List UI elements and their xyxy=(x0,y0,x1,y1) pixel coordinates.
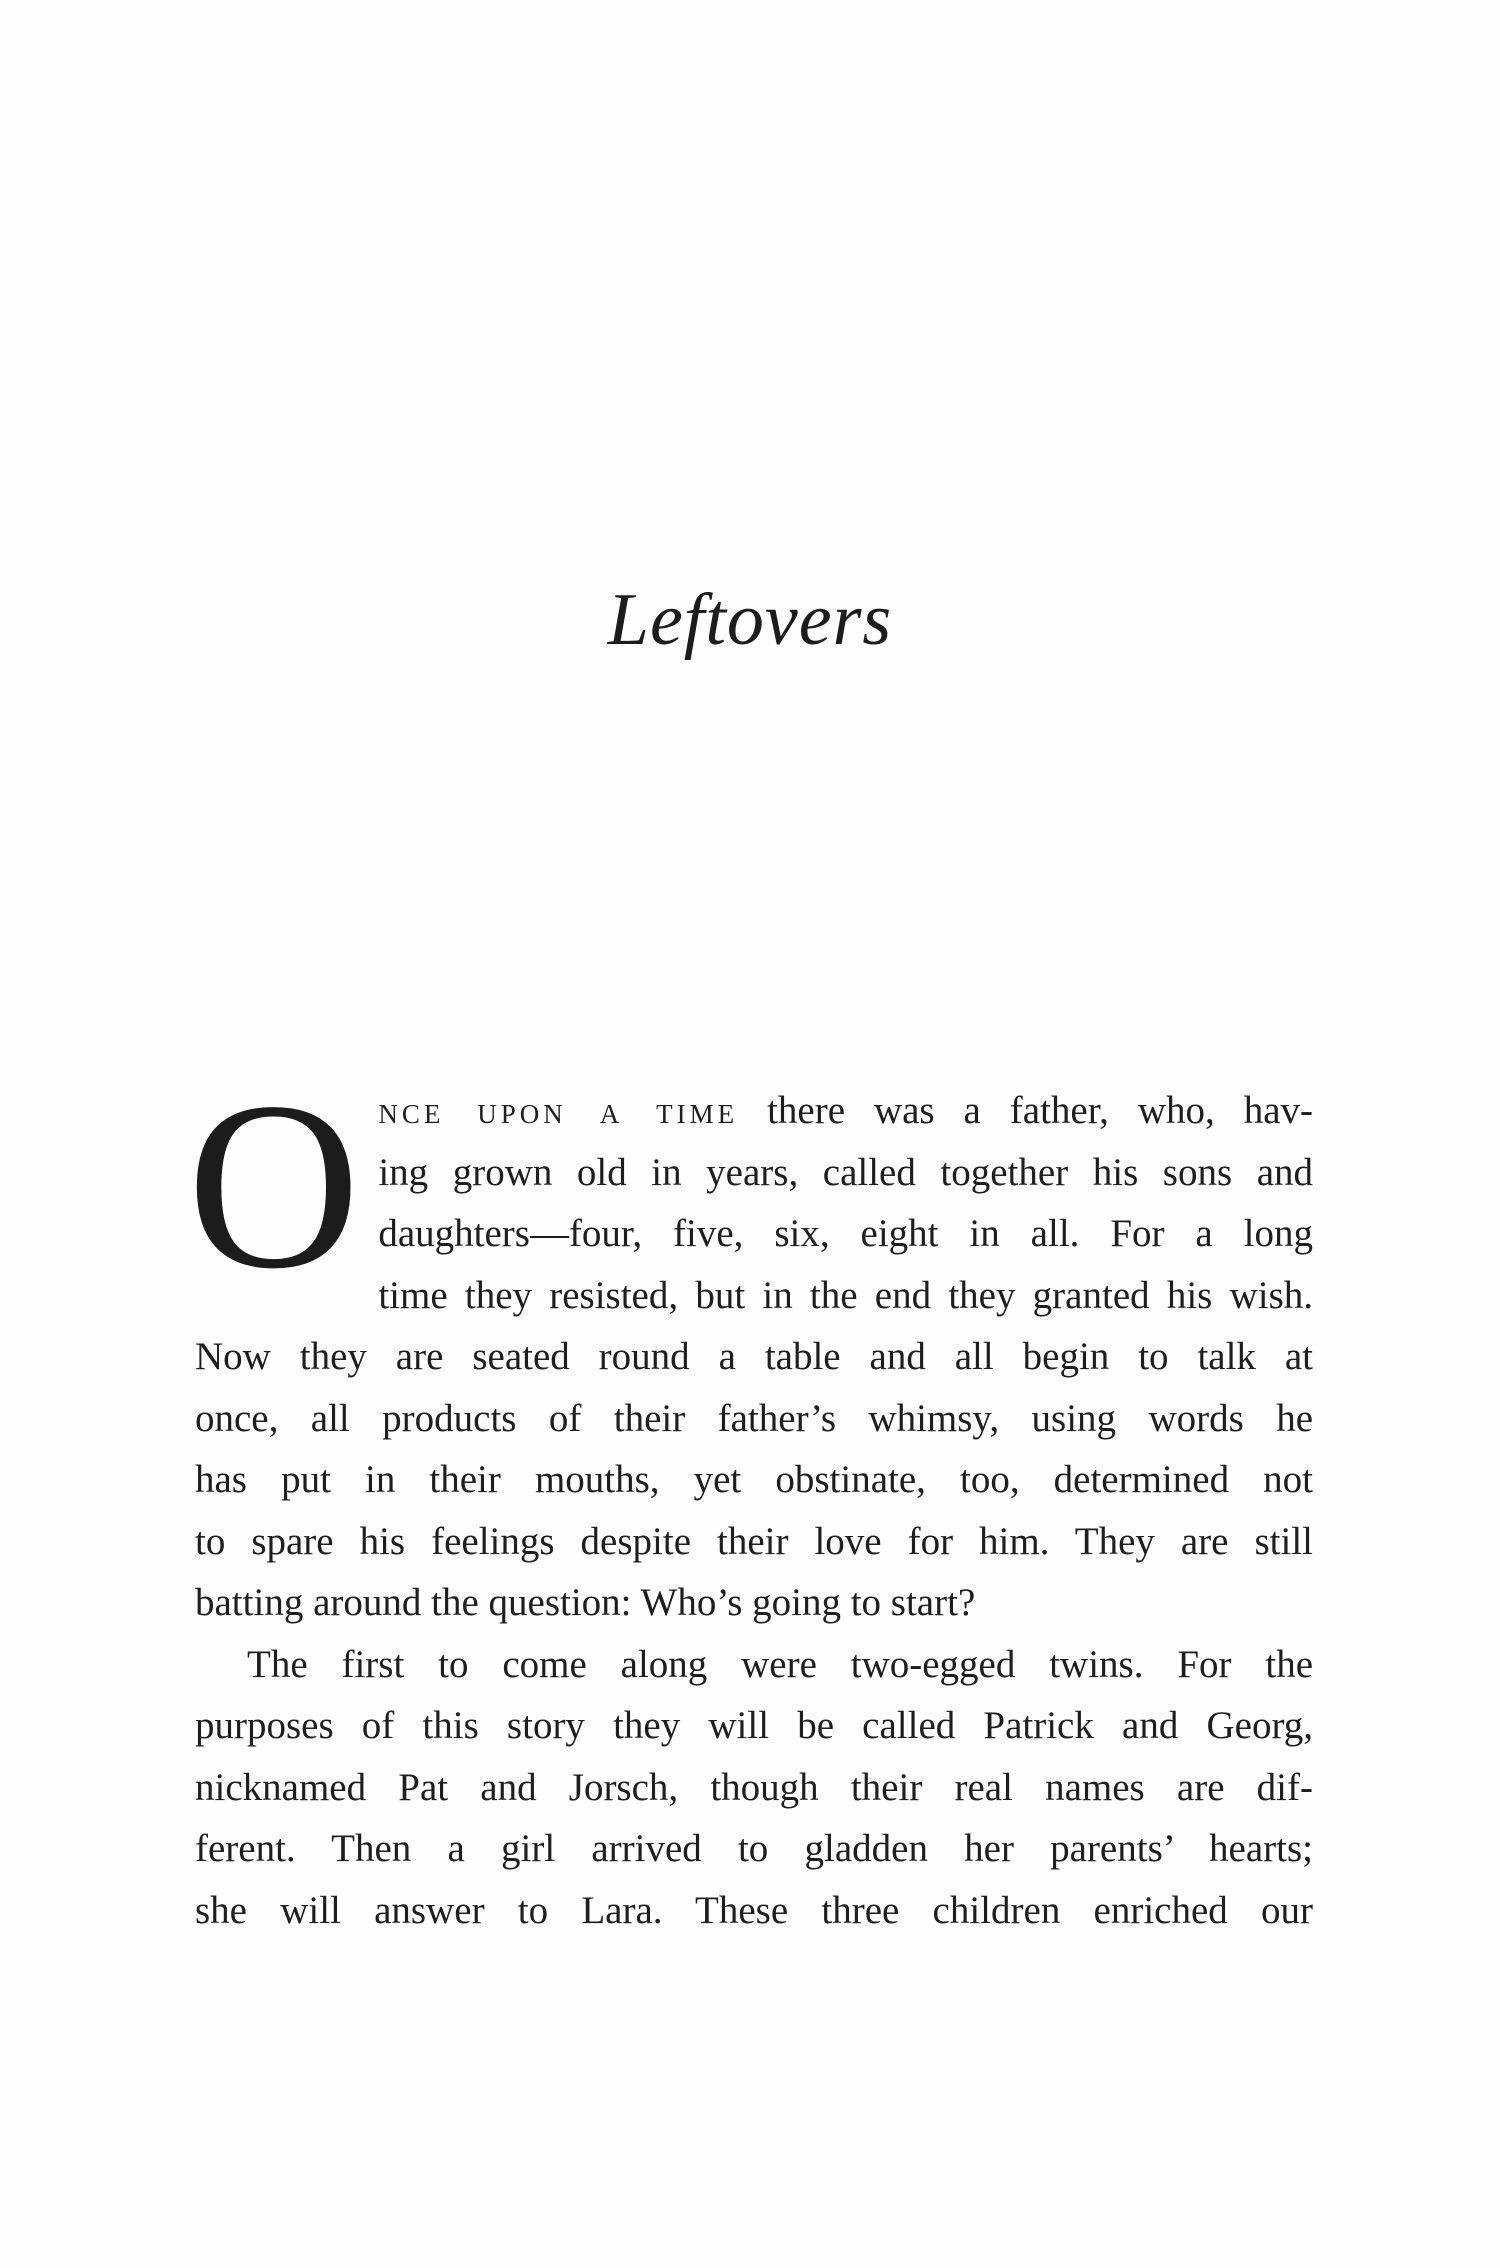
paragraph-1-line-8: to spare his feelings despite their love for him. They are still xyxy=(195,1519,1313,1563)
opening-smallcaps: nce upon a time xyxy=(378,1089,739,1132)
paragraph-1-line-7: has put in their mouths, yet obstinate, too, determined not xyxy=(195,1458,1313,1501)
paragraph-1-line-6: once, all products of their father’s whimsy, using words he xyxy=(195,1396,1313,1440)
paragraph-1-line-1 xyxy=(195,1080,1313,1142)
paragraph-2-line-2: purposes of this story they will be called Patrick and Georg, xyxy=(195,1704,1313,1747)
paragraph-2 xyxy=(195,1634,1313,1942)
chapter-title: Leftovers xyxy=(607,579,893,661)
paragraph-1-line-2: ing grown old in years, called together his sons and xyxy=(378,1150,1313,1194)
paragraph-2-line-4: ferent. Then a girl arrived to gladden her parents’ hearts; xyxy=(195,1827,1313,1870)
body-text xyxy=(187,1052,1313,1941)
paragraph-1-line-5: Now they are seated round a table and all begin to talk at xyxy=(195,1335,1313,1378)
paragraph-1 xyxy=(195,1080,1313,1634)
paragraph-1-line-3: daughters—four, five, six, eight in all. For a long xyxy=(378,1212,1313,1255)
line-text: there was a father, who, hav- xyxy=(738,1089,1313,1132)
paragraph-2-line-3: nicknamed Pat and Jorsch, though their real names are dif- xyxy=(195,1765,1313,1809)
paragraph-1-line-9: batting around the question: Who’s going to start? xyxy=(195,1581,976,1624)
paragraph-1-line-4: time they resisted, but in the end they granted his wish. xyxy=(378,1273,1313,1317)
paragraph-2-line-1: The first to come along were two-egged twins. For the xyxy=(247,1642,1313,1686)
drop-cap: O xyxy=(187,1052,361,1318)
paragraph-2-line-5: she will answer to Lara. These three children enriched our xyxy=(195,1888,1313,1932)
